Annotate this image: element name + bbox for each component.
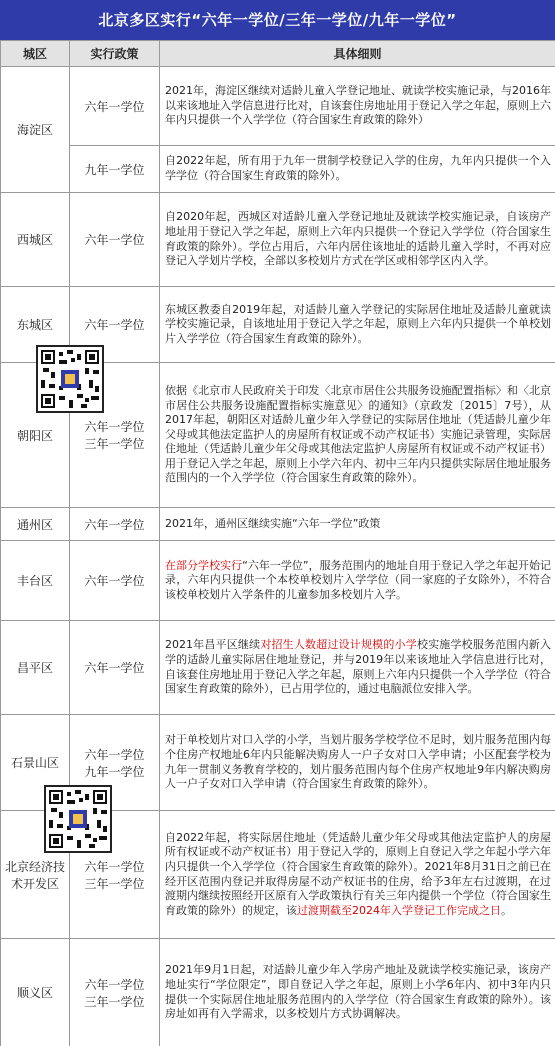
- detail-cell: [160, 811, 555, 939]
- detail-cell: 对于单校划片对口入学的小学，当划片服务学校学位不足时，划片服务范围内每个住房产权地址6年内只能解决购房人一户子女对口入学申请；小区配套学校为九年一贯制义务教育学校的，划片服务范围内每个住房产权地址9年内解决购房人一户子女对口入学申请（符合国家生育政策的除外）。: [160, 715, 555, 811]
- policy-cell: 六年一学位: [70, 541, 160, 621]
- policy-line: 六年一学位: [84, 859, 145, 874]
- qr-code-icon[interactable]: [36, 345, 104, 413]
- policy-cell: 六年一学位: [70, 621, 160, 715]
- policy-cell: 九年一学位: [70, 146, 160, 193]
- policy-cell: 六年一学位: [70, 193, 160, 287]
- city-cell: 石景山区: [1, 715, 70, 811]
- policy-line: 六年一学位: [84, 747, 145, 762]
- policy-cell: 六年一学位: [70, 67, 160, 146]
- qr-code-icon[interactable]: [44, 785, 112, 853]
- table-row: [1, 67, 555, 146]
- policy-cell: [70, 939, 160, 1046]
- highlight-text: 在部分学校实行: [165, 558, 243, 572]
- header-city: 城区: [1, 41, 70, 67]
- city-cell: 北京经济技术开发区: [1, 811, 70, 939]
- detail-text: 2021年昌平区继续: [165, 638, 261, 652]
- detail-cell: 东城区教委自2019年起，对适龄儿童入学登记的实际居住地址及适龄儿童就读学校实施记录，自该地址用于登记入学之年起，原则上六年内只提供一个单校划片入学学位（符合国家生育政策的除外）。: [160, 287, 555, 363]
- qr-code-icon: [41, 350, 99, 408]
- header-policy: 实行政策: [70, 41, 160, 67]
- table-row: [1, 508, 555, 541]
- table-row: [1, 193, 555, 287]
- detail-text: 自2022年起，将实际居住地址（凭适龄儿童少年父母或其他法定监护人的房屋所有权证或不动产权证书）用于登记入学的，原则上自登记入学之年起小学六年内只提供一个入学学位（符合国家生育政策的除外）。2021年8月31日之前已在经开区范围内登记并取得房屋不动产权证书的住房，给予3年左右过渡期，在过渡期内继续按照经开区原有入学政策执行有关三年内提供一个学位（符合国家生育政策的除外）的规定，该: [165, 830, 551, 917]
- city-cell: 东城区: [1, 287, 70, 363]
- policy-cell: 六年一学位: [70, 508, 160, 541]
- highlight-text: 对招生人数超过设计规模的小学: [260, 638, 417, 652]
- city-cell: 西城区: [1, 193, 70, 287]
- city-cell: 顺义区: [1, 939, 70, 1046]
- table-header-row: [1, 41, 555, 67]
- detail-text: “六年一学位”，服务范围内的地址自用于登记入学之年起开始记录，六年内只提供一个本校单校划片入学学位（同一家庭的子女除外），不符合该校单校划片入学条件的儿童参加多校划片入学。: [165, 558, 551, 601]
- detail-cell: 自2020年起，西城区对适龄儿童入学登记地址及就读学校实施记录，自该房产地址用于登记入学之年起，原则上六年内只提供一个登记入学学位（符合国家生育政策的除外）。学位占用后，六年内居住该地址的适龄儿童入学时，不再对应登记入学划片学校，全部以多校划片方式在学区或相邻学区内入学。: [160, 193, 555, 287]
- detail-cell: 自2022年起，所有用于九年一贯制学校登记入学的住房，九年内只提供一个入学学位（符合国家生育政策的除外）。: [160, 146, 555, 193]
- policy-cell: 六年一学位: [70, 287, 160, 363]
- detail-text: 校实施学校服务范围内新入学的适龄儿童实际居住地址登记，并与2019年以来该地址入学信息进行比对，自该套住房地址用于登记入学之年起，原则上六年内只提供一个入学学位（符合国家生育政策的除外），已占用学位的，通过电脑派位安排入学。: [165, 638, 551, 696]
- city-cell: 海淀区: [1, 67, 70, 193]
- detail-cell: [160, 541, 555, 621]
- table-row: [1, 621, 555, 715]
- table-row: [1, 939, 555, 1046]
- header-detail: 具体细则: [160, 41, 555, 67]
- city-cell: 通州区: [1, 508, 70, 541]
- policy-table: [0, 40, 555, 1046]
- policy-line: 六年一学位: [84, 420, 145, 434]
- detail-cell: 2021年，海淀区继续对适龄儿童入学登记地址、就读学校实施记录，与2016年以来该地址入学信息进行比对，自该套住房地址用于登记入学之年起，原则上六年内只提供一个入学学位（符合国家生育政策的除外）: [160, 67, 555, 146]
- city-cell: 朝阳区: [1, 363, 70, 508]
- detail-text: 。: [501, 903, 512, 917]
- policy-line: 六年一学位: [84, 977, 145, 992]
- highlight-text: 过渡期截至2024年入学登记工作完成之日: [297, 903, 501, 917]
- city-cell: 昌平区: [1, 621, 70, 715]
- policy-line: 九年一学位: [84, 764, 145, 779]
- table-row: [1, 146, 555, 193]
- city-cell: 丰台区: [1, 541, 70, 621]
- detail-cell: [160, 621, 555, 715]
- table-row: [1, 541, 555, 621]
- detail-cell: 依据《北京市人民政府关于印发〈北京市居住公共服务设施配置指标〉和〈北京市居住公共服务设施配置指标实施意见〉的通知》（京政发〔2015〕7号），从2017年起，朝阳区对适龄儿童少年入学登记的实际居住地址（凭适龄儿童少年父母或其他法定监护人的房屋所有权证或不动产权证书）实施记录管理，实际居住地址（凭适龄儿童少年父母或其他法定监护人房屋所有权证或不动产权证书）用于登记入学之年起，原则上小学六年内、初中三年内只提供实际居住地址服务范围内的一个入学学位（符合国家生育政策的除外）。: [160, 363, 555, 508]
- qr-code-icon: [49, 790, 107, 848]
- detail-cell: 2021年9月1日起，对适龄儿童少年入学房产地址及就读学校实施记录，该房产地址实行“学位限定”，即自登记入学之年起，原则上小学6年内、初中3年内只提供一个实际居住地址服务范围内的入学学位（符合国家生育政策的除外）。该房址如再有入学需求，以多校划片方式协调解决。: [160, 939, 555, 1046]
- policy-line: 三年一学位: [84, 876, 145, 891]
- detail-cell: 2021年，通州区继续实施“六年一学位”政策: [160, 508, 555, 541]
- page-title: 北京多区实行“六年一学位/三年一学位/九年一学位”: [0, 0, 555, 40]
- policy-line: 三年一学位: [84, 437, 145, 451]
- policy-line: 三年一学位: [84, 994, 145, 1009]
